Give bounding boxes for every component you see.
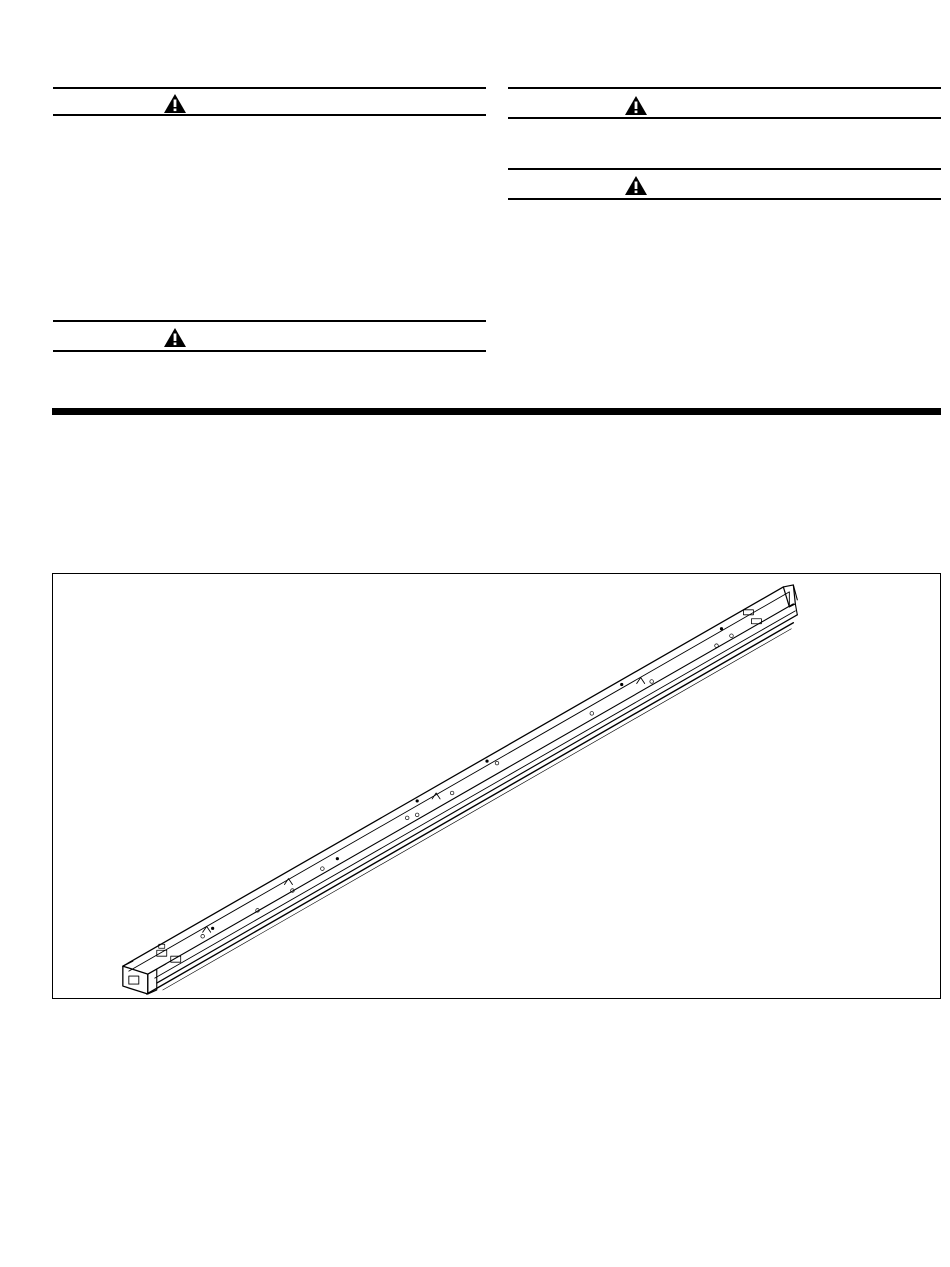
section-divider-rule	[52, 408, 941, 415]
rail-line-drawing	[53, 574, 940, 998]
warning-header-left-bottom	[53, 320, 486, 352]
warning-header-right-top	[508, 87, 941, 119]
warning-header-right-bottom	[508, 168, 941, 200]
warning-header-left-top	[53, 87, 486, 116]
warning-triangle-icon	[164, 328, 186, 347]
warning-triangle-icon	[625, 176, 647, 195]
warning-triangle-icon	[625, 96, 647, 115]
warning-triangle-icon	[164, 94, 186, 113]
figure-frame	[52, 573, 941, 999]
